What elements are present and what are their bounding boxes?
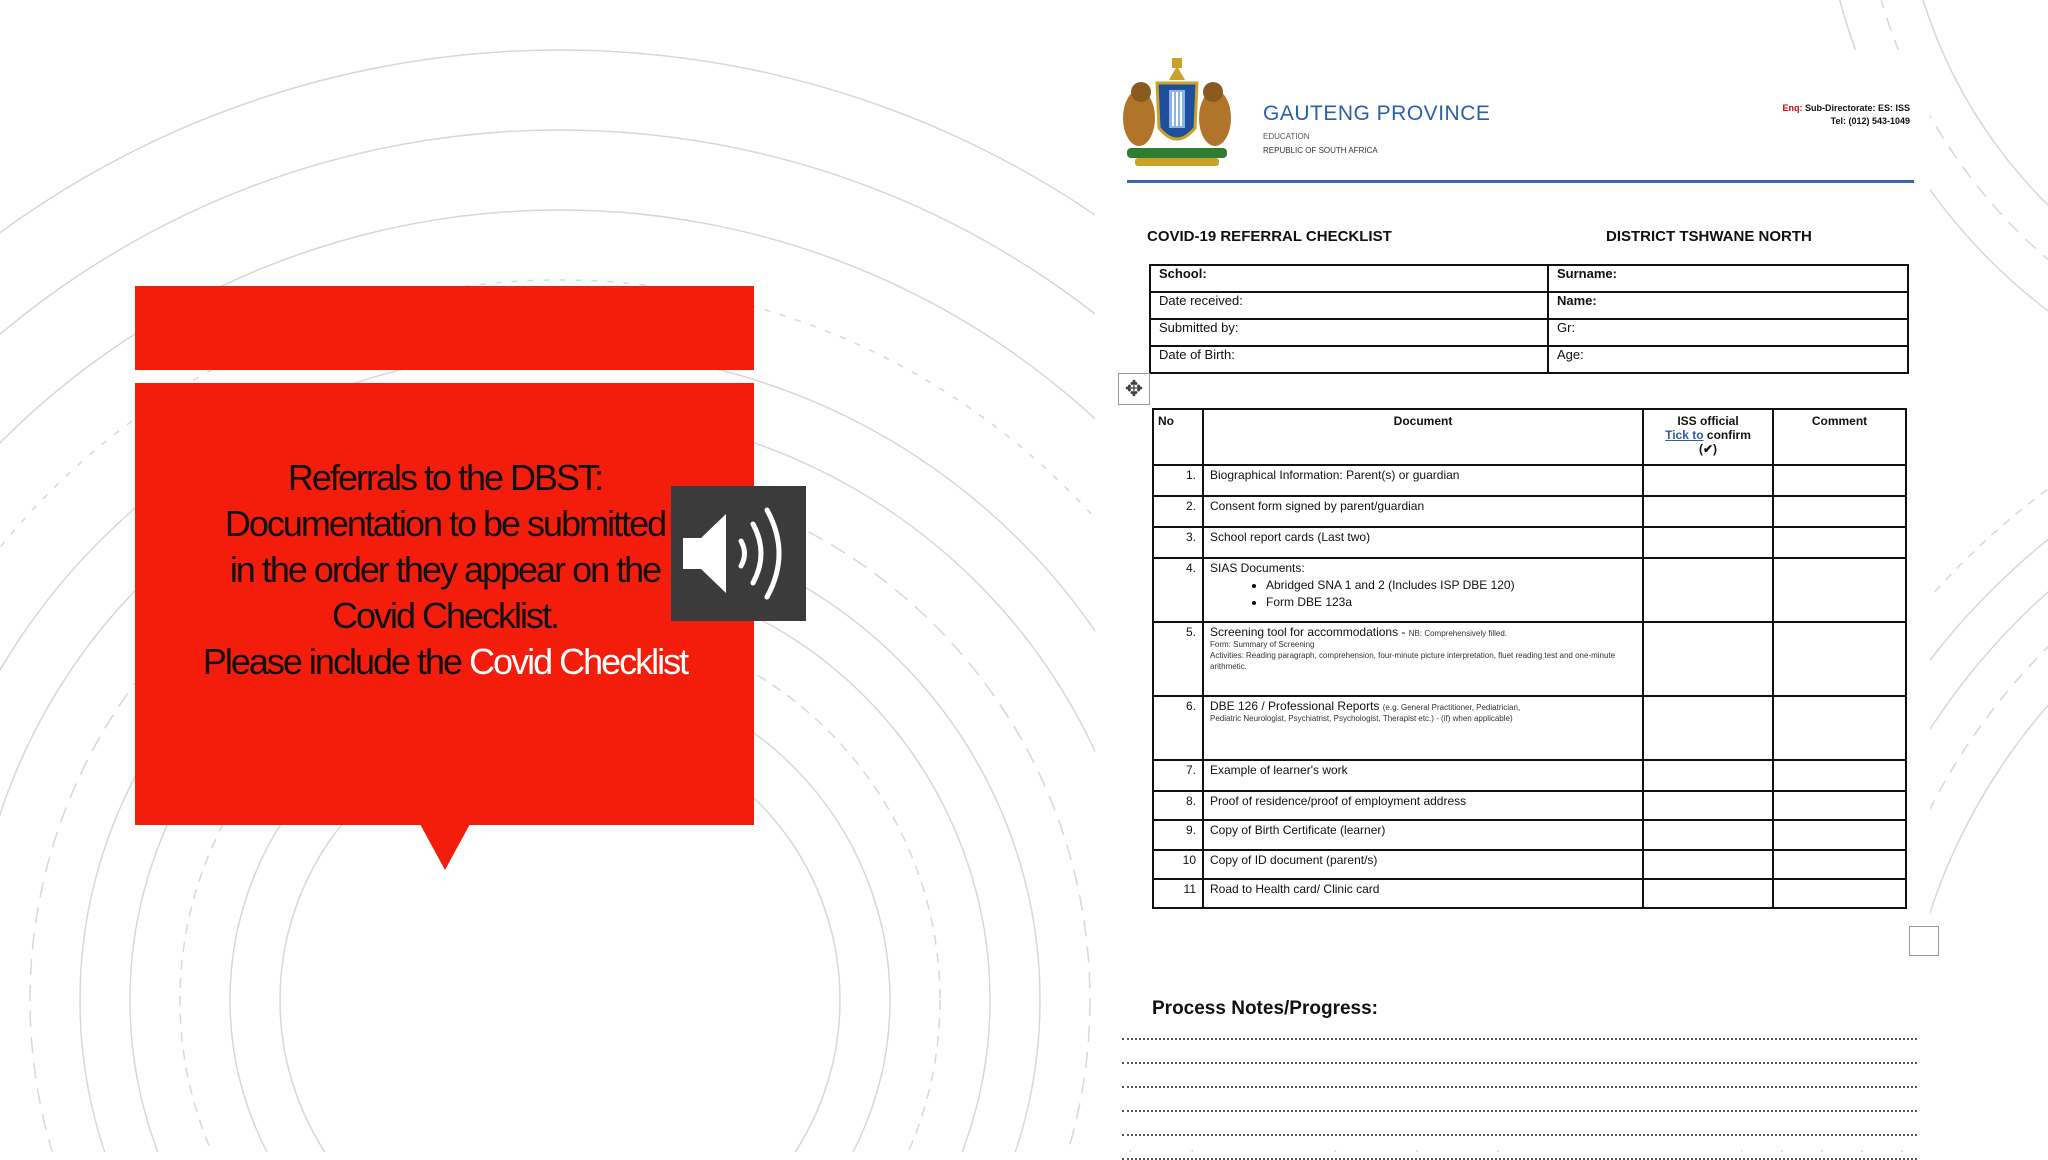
move-icon: ✥ [1124,376,1144,401]
row-number: 3. [1153,527,1203,558]
row-document-detail: Form: Summary of Screening [1210,640,1315,649]
col-header-document: Document [1203,409,1643,465]
row-document-title [1210,699,1636,713]
row-document-note: (e.g. General Practitioner, Pediatrician, [1382,703,1521,712]
table-row [1153,527,1906,558]
row-number: 6. [1153,696,1203,760]
row-number: 2. [1153,496,1203,527]
resize-handle[interactable] [1909,926,1939,956]
table-row [1153,791,1906,820]
table-row [1153,879,1906,908]
callout-tail [420,824,470,870]
notes-line[interactable] [1122,1062,1917,1064]
notes-line[interactable] [1122,1038,1917,1040]
notes-line[interactable] [1122,1110,1917,1112]
gauteng-coat-of-arms-logo [1117,58,1237,173]
row-comment-cell[interactable] [1773,622,1906,696]
contact-line-2: Tel: (012) 543-1049 [1830,116,1910,126]
row-number: 7. [1153,760,1203,791]
row-document [1203,558,1643,622]
table-row [1153,496,1906,527]
row-iss-tick-cell[interactable] [1643,760,1773,791]
org-subtitle-1: EDUCATION [1263,132,1310,141]
table-row [1150,265,1908,292]
row-document-detail: Activities: Reading paragraph, comprehension, four-minute picture interpretation, fluet reading test and one-minute arithmetic. [1210,651,1616,671]
row-number: 11 [1153,879,1203,908]
notes-line[interactable] [1122,1134,1917,1136]
row-comment-cell[interactable] [1773,496,1906,527]
audio-button[interactable] [671,486,806,621]
row-comment-cell[interactable] [1773,820,1906,850]
table-row [1153,558,1906,622]
table-header-row [1153,409,1906,465]
row-document: Road to Health card/ Clinic card [1203,879,1643,908]
row-comment-cell[interactable] [1773,558,1906,622]
submitted-by-field[interactable]: Submitted by: [1150,319,1548,346]
table-row [1153,622,1906,696]
contact-line-1 [1782,102,1910,115]
row-document-text: Screening tool for accommodations - [1210,625,1409,639]
list-item: • Form DBE 123a [1266,595,1636,609]
slide-text-line [150,639,740,685]
row-document: Proof of residence/proof of employment address [1203,791,1643,820]
covid-checklist-link[interactable]: Covid Checklist [469,641,688,682]
enquiry-label: Enq: [1782,103,1803,113]
table-move-handle[interactable] [1118,373,1150,405]
row-document-title: SIAS Documents: [1210,561,1305,575]
row-comment-cell[interactable] [1773,760,1906,791]
school-field[interactable]: School: [1150,265,1548,292]
table-row [1153,465,1906,496]
surname-field[interactable]: Surname: [1548,265,1908,292]
tick-to-confirm [1648,428,1768,442]
org-subtitle-2: REPUBLIC OF SOUTH AFRICA [1263,146,1378,155]
tick-confirm-text: confirm [1703,428,1751,442]
document-checklist-table [1152,408,1907,909]
slide-text-line: in the order they appear on the [229,549,661,590]
row-document-detail: Pediatric Neurologist, Psychiatrist, Psychologist, Therapist etc.) - (if) when applicable) [1210,714,1513,723]
list-item: • Abridged SNA 1 and 2 (Includes ISP DBE 120) [1266,578,1636,592]
row-iss-tick-cell[interactable] [1643,879,1773,908]
dob-field[interactable]: Date of Birth: [1150,346,1548,373]
row-iss-tick-cell[interactable] [1643,850,1773,879]
row-iss-tick-cell[interactable] [1643,791,1773,820]
row-iss-tick-cell[interactable] [1643,496,1773,527]
row-document: Consent form signed by parent/guardian [1203,496,1643,527]
row-document: Copy of Birth Certificate (learner) [1203,820,1643,850]
row-comment-cell[interactable] [1773,879,1906,908]
slide-text-prefix: Please include the [202,641,470,682]
speaker-icon [671,486,806,621]
row-document: Biographical Information: Parent(s) or guardian [1203,465,1643,496]
row-document [1203,696,1643,760]
contact-info [1782,102,1910,128]
row-number: 9. [1153,820,1203,850]
row-iss-tick-cell[interactable] [1643,696,1773,760]
row-comment-cell[interactable] [1773,696,1906,760]
col-header-no: No [1153,409,1203,465]
table-row [1153,820,1906,850]
org-title: GAUTENG PROVINCE [1263,102,1491,125]
col-header-comment: Comment [1773,409,1906,465]
row-comment-cell[interactable] [1773,465,1906,496]
row-iss-tick-cell[interactable] [1643,527,1773,558]
row-iss-tick-cell[interactable] [1643,558,1773,622]
slide-text-line: Referrals to the DBST: [287,457,603,498]
row-number: 10 [1153,850,1203,879]
row-number: 1. [1153,465,1203,496]
slide-text-line: Covid Checklist. [331,595,559,636]
district-label: DISTRICT TSHWANE NORTH [1606,228,1812,245]
row-comment-cell[interactable] [1773,527,1906,558]
row-number: 4. [1153,558,1203,622]
age-field[interactable]: Age: [1548,346,1908,373]
row-comment-cell[interactable] [1773,850,1906,879]
grade-field[interactable]: Gr: [1548,319,1908,346]
row-iss-tick-cell[interactable] [1643,465,1773,496]
form-title: COVID-19 REFERRAL CHECKLIST [1147,228,1392,245]
table-row [1150,292,1908,319]
row-document-note: NB: Comprehensively filled. [1408,629,1508,638]
table-row [1153,850,1906,879]
table-row [1153,696,1906,760]
iss-official-label: ISS official [1677,414,1739,428]
table-row [1150,346,1908,373]
learner-info-table [1149,264,1909,374]
sias-document-list [1210,578,1636,609]
referral-checklist-document [1095,50,1930,1150]
check-mark-icon: (✔) [1698,442,1718,456]
slide-text [150,455,740,685]
process-notes-title: Process Notes/Progress: [1152,998,1378,1019]
slide-text-line: Documentation to be submitted [224,503,666,544]
tick-link[interactable]: Tick to [1665,428,1704,442]
table-row [1153,760,1906,791]
row-document: Copy of ID document (parent/s) [1203,850,1643,879]
notes-line[interactable] [1122,1086,1917,1088]
contact-directorate: Sub-Directorate: ES: ISS [1802,103,1910,113]
row-document: Example of learner's work [1203,760,1643,791]
row-document: School report cards (Last two) [1203,527,1643,558]
row-document-title [1210,625,1636,639]
name-field[interactable]: Name: [1548,292,1908,319]
col-header-iss-official [1643,409,1773,465]
header-rule [1127,180,1914,183]
row-number: 8. [1153,791,1203,820]
date-received-field[interactable]: Date received: [1150,292,1548,319]
row-document [1203,622,1643,696]
row-iss-tick-cell[interactable] [1643,622,1773,696]
table-row [1150,319,1908,346]
red-header-bar [135,286,754,370]
row-number: 5. [1153,622,1203,696]
row-comment-cell[interactable] [1773,791,1906,820]
row-document-text: DBE 126 / Professional Reports [1210,699,1383,713]
row-iss-tick-cell[interactable] [1643,820,1773,850]
